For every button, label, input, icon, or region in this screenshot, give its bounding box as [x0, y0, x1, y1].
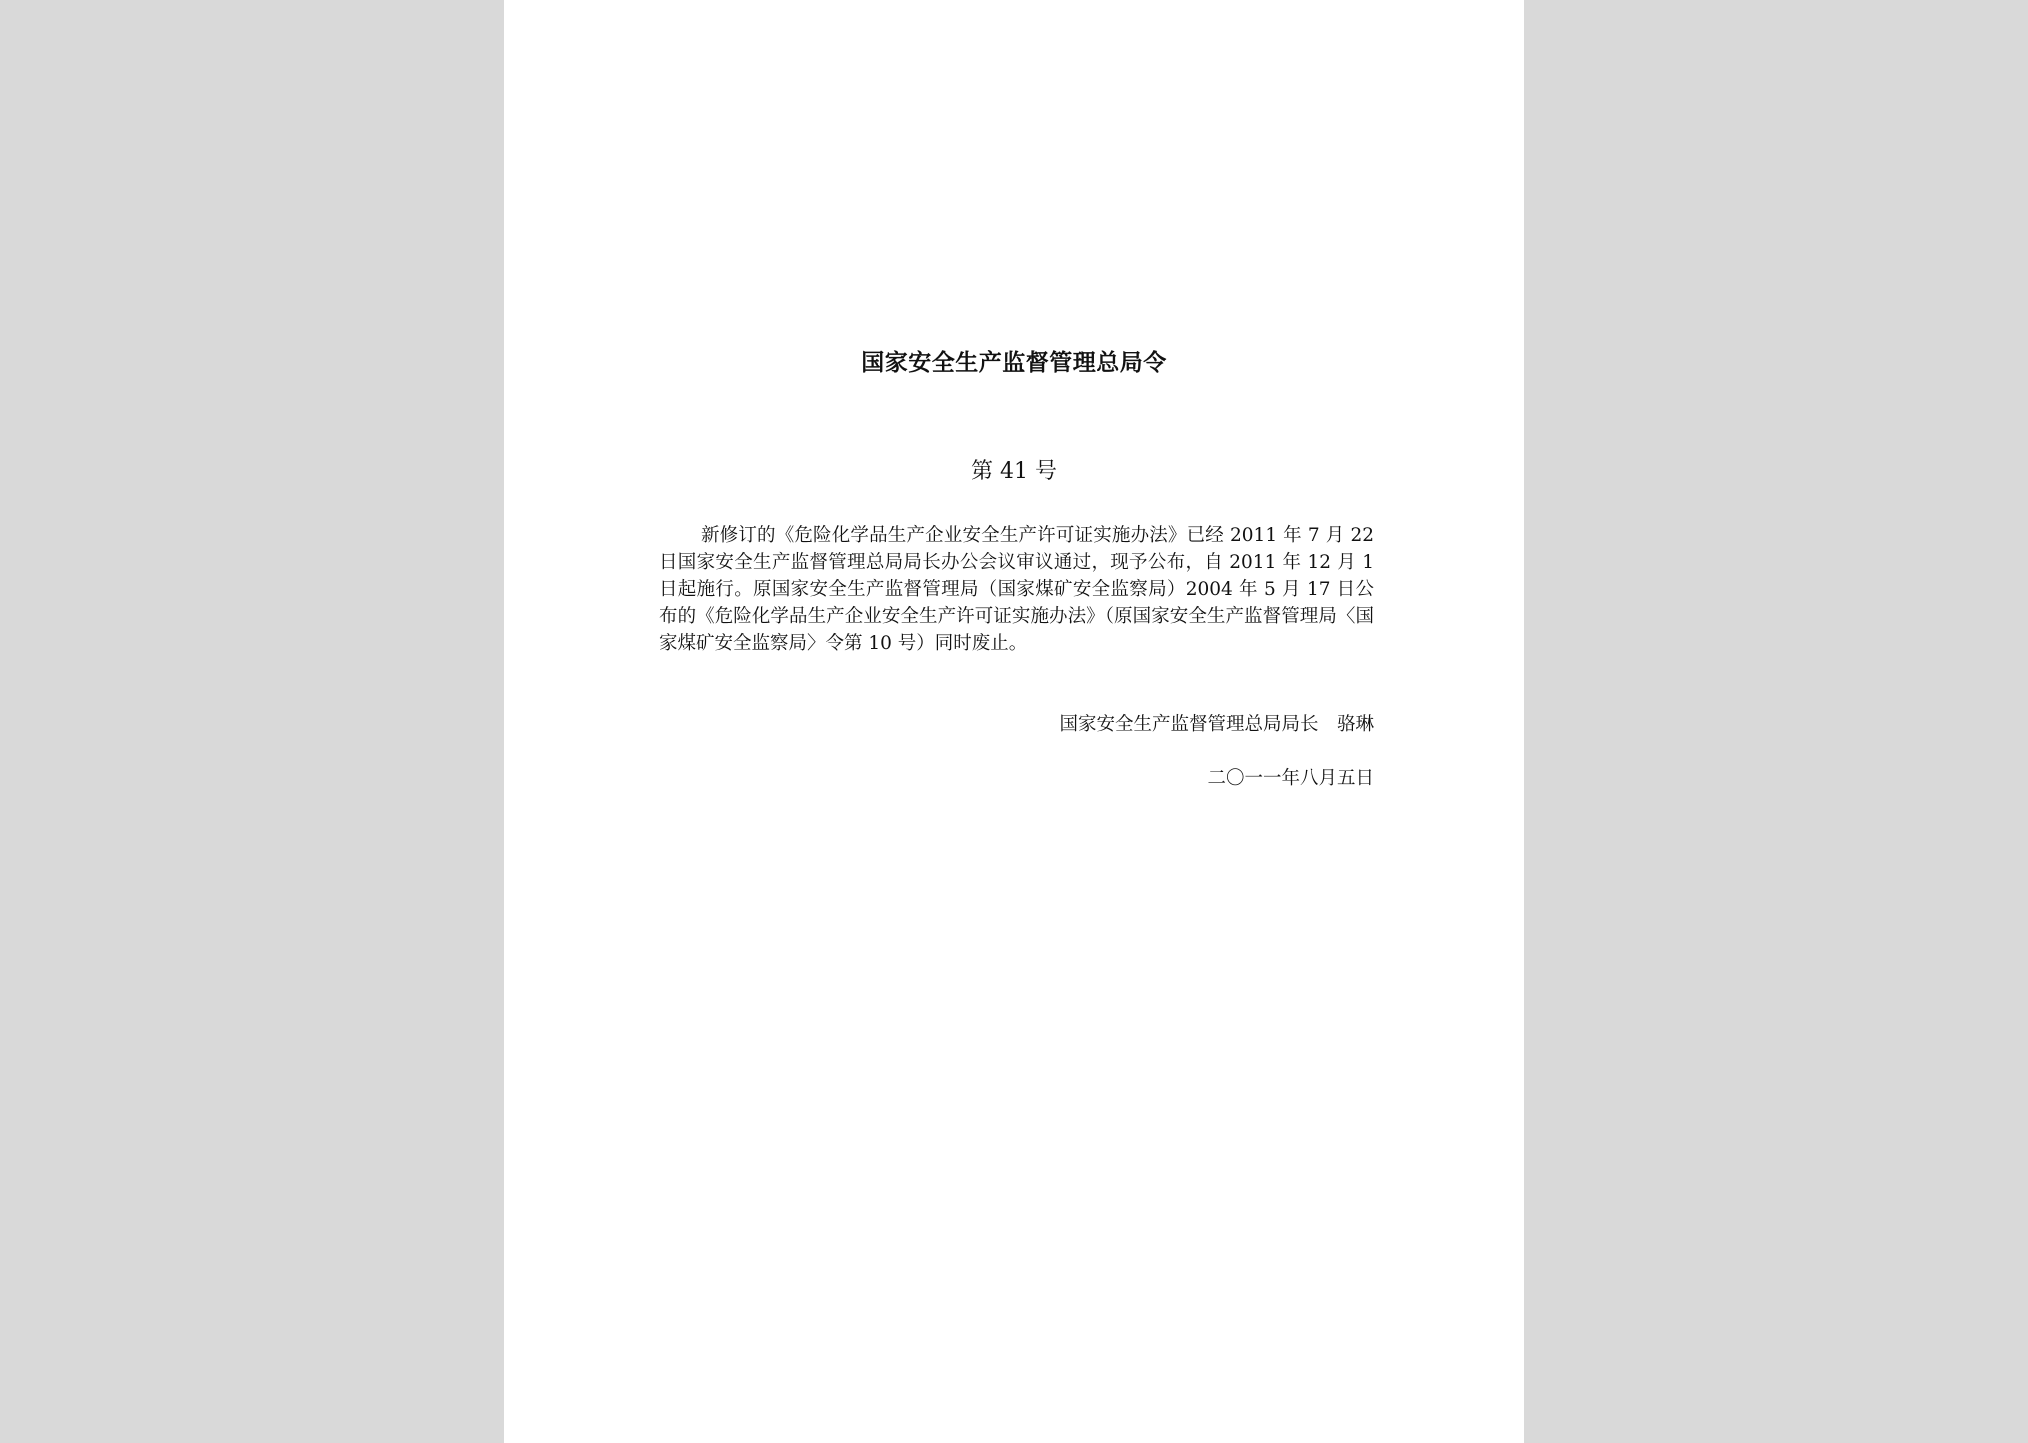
order-number: 第 41 号: [971, 459, 1057, 484]
page-title: 国家安全生产监督管理总局令: [861, 350, 1167, 376]
body-paragraph: 新修订的《危险化学品生产企业安全生产许可证实施办法》已经 2011 年 7 月 22 日国家安全生产监督管理总局局长办公会议审议通过，现予公布，自 2011 年 12 月 1 日起施行。原国家安全生产监督管理局（国家煤矿安全监察局）2004 年 5 月 17 日公布的《危险化学品生产企业安全生产许可证实施办法》（原国家安全生产监督管理局〈国家煤矿安全监察局〉令第 10 号）同时废止。: [659, 525, 1374, 654]
signature-line: 国家安全生产监督管理总局局长 骆琳: [1059, 714, 1374, 735]
issue-date: 二〇一一年八月五日: [1207, 768, 1374, 789]
document-page: [504, 0, 1524, 1443]
